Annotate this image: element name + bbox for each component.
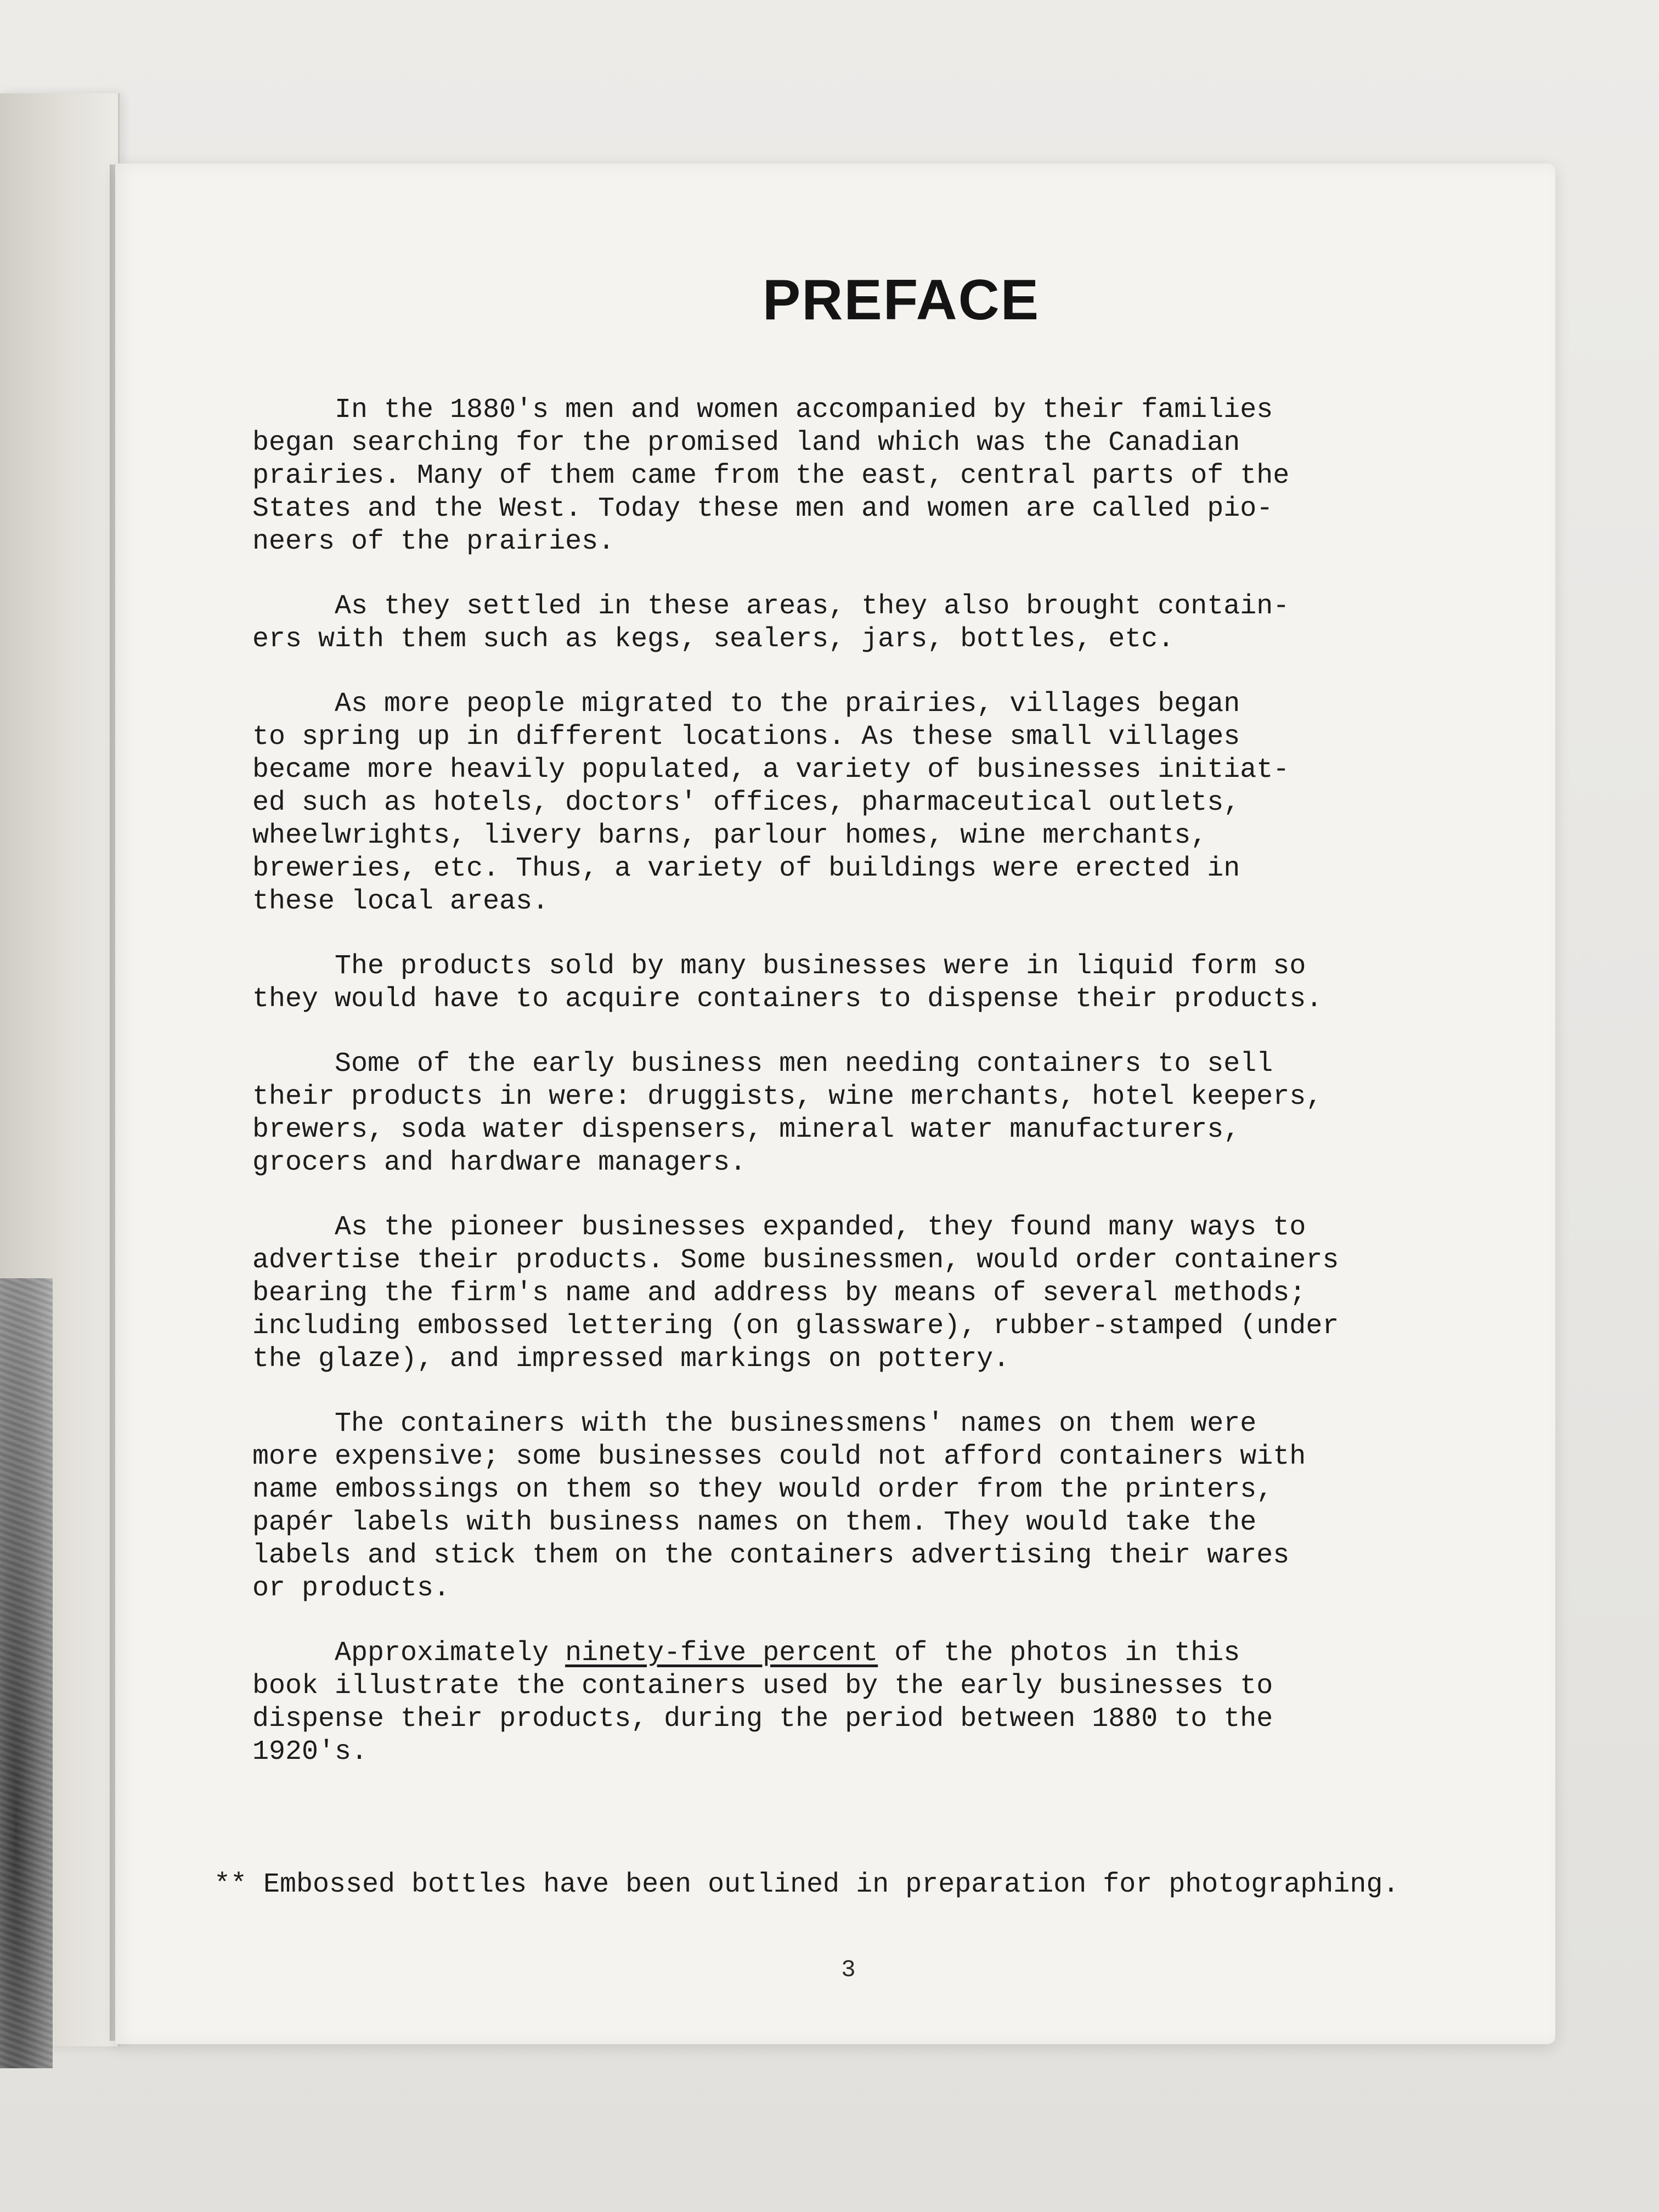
paragraph-8 — [252, 1637, 1470, 1769]
paragraph-1: In the 1880's men and women accompanied by their families began searching for the promised land which was the Canadian prairies. Many of them came from the east, central parts of the States and the West. Today these men and women are called pio- neers of the prairies. — [252, 394, 1290, 557]
book-page — [115, 163, 1555, 2044]
paragraph-8-end: of the photos in this book illustrate the containers used by the early businesses to dispense their products, during the period between 1880 to the 1920's. — [252, 1638, 1273, 1768]
page-title: PREFACE — [762, 268, 1040, 332]
paragraph-2: As they settled in these areas, they also brought contain- ers with them such as kegs, sealers, jars, bottles, etc. — [252, 591, 1290, 655]
preface-body — [252, 394, 1470, 1801]
underlined-phrase: ninety-five percent — [565, 1638, 878, 1669]
paragraph-5: Some of the early business men needing containers to sell their products in were: druggists, wine merchants, hotel keepers, brewers, soda water dispensers, mineral water manufacturers, grocers and hardware managers. — [252, 1048, 1323, 1178]
facing-page-photo — [0, 1278, 53, 2068]
paragraph-8-start: Approximately — [252, 1638, 566, 1669]
paragraph-3: As more people migrated to the prairies, villages began to spring up in different locations. As these small villages became more heavily populated, a variety of businesses initiat- ed such as hotels, doctors' offices, pharmaceutical outlets, wheelwrights, livery barns, parlour homes, wine merchants, breweries, etc. Thus, a variety of buildings were erected in these local areas. — [252, 689, 1290, 917]
paragraph-6: As the pioneer businesses expanded, they found many ways to advertise their products. Some businessmen, would order containers bearing the firm's name and address by means of several methods; including embossed lettering (on glassware), rubber-stamped (under the glaze), and impressed markings on pottery. — [252, 1212, 1339, 1375]
page-number: 3 — [841, 1956, 856, 1984]
paragraph-7: The containers with the businessmens' names on them were more expensive; some businesses could not afford containers with name embossings on them so they would order from the printers, papér labels with business names on them. They would take the labels and stick them on the containers advertising their wares or products. — [252, 1408, 1306, 1604]
paragraph-4: The products sold by many businesses were in liquid form so they would have to acquire containers to dispense their products. — [252, 951, 1323, 1015]
facing-page-left — [0, 93, 120, 2046]
footnote: ** Embossed bottles have been outlined in preparation for photographing. — [214, 1869, 1400, 1900]
